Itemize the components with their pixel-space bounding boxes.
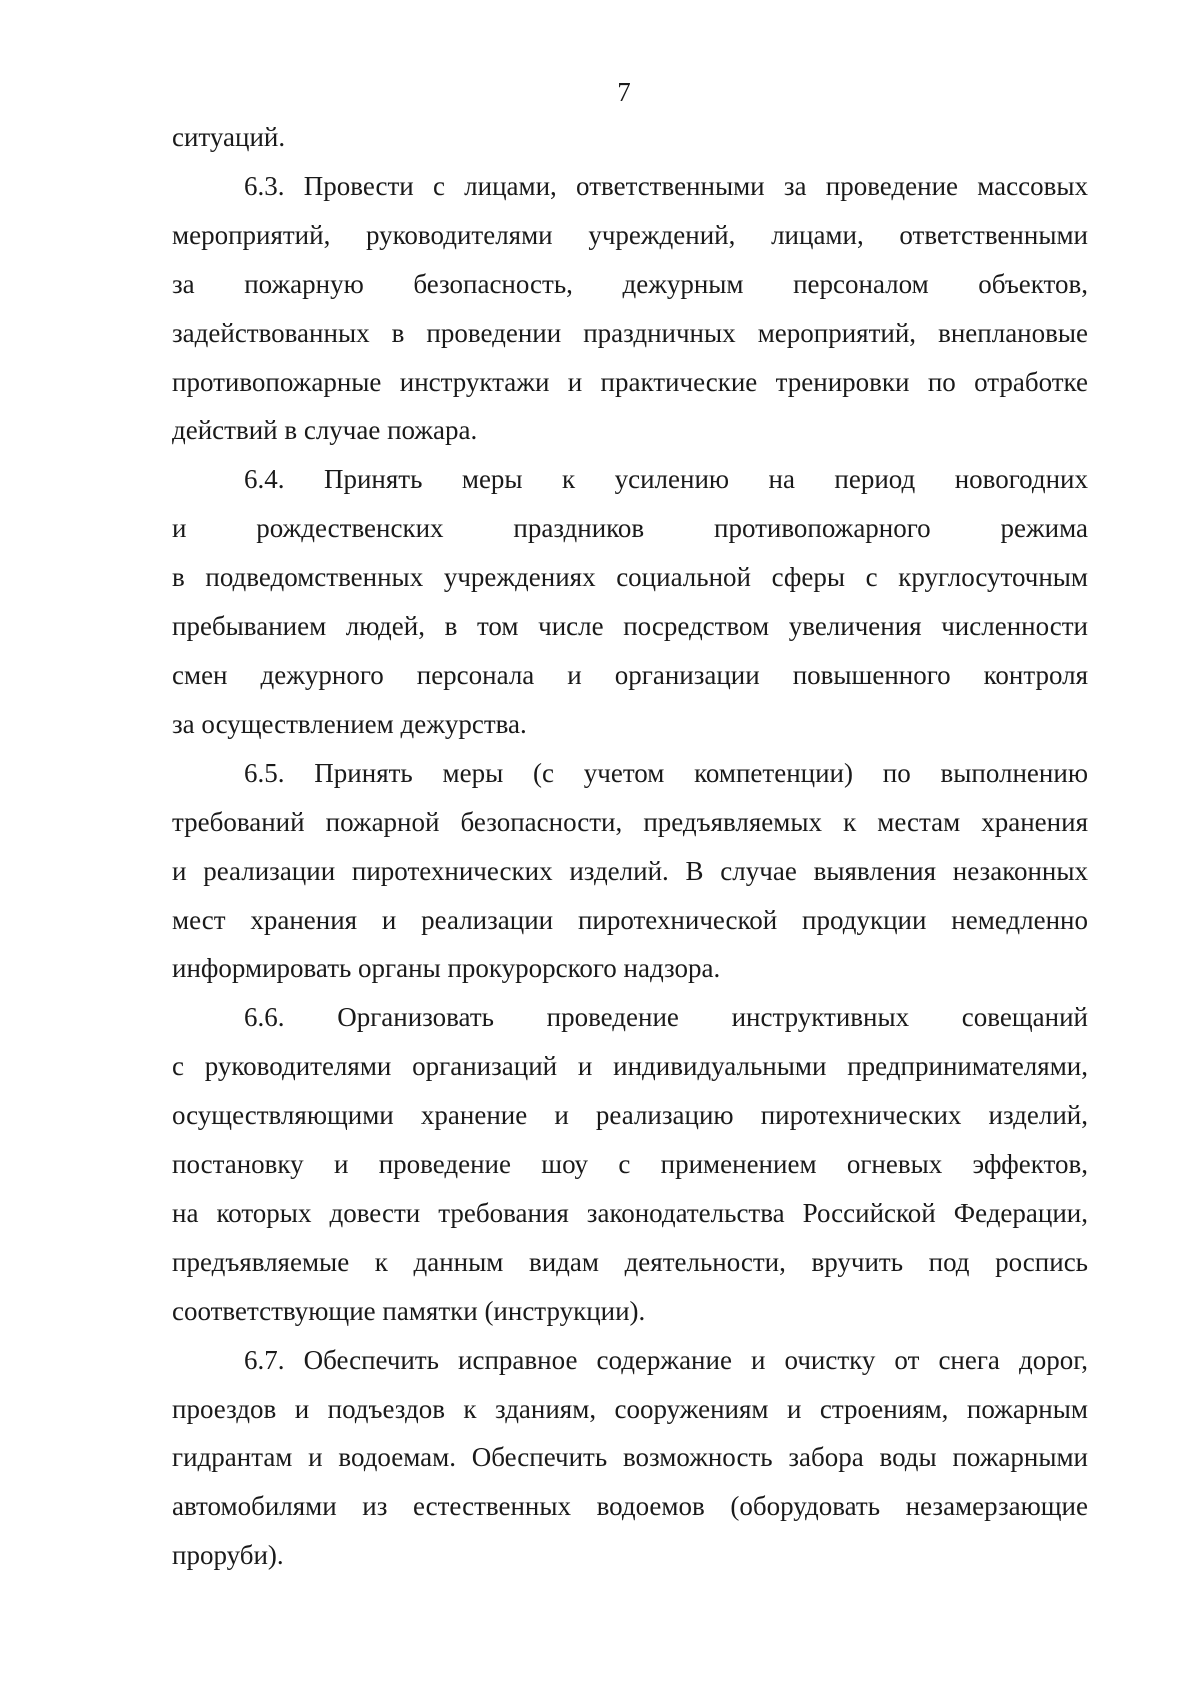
text-line: и реализации пиротехнических изделий. В случае выявления незаконных	[172, 855, 1088, 886]
paragraph-cont	[172, 113, 1088, 162]
text-line: с руководителями организаций и индивидуальными предпринимателями,	[172, 1051, 1088, 1082]
text-line: за осуществлением дежурства.	[172, 708, 527, 739]
text-line: 6.6. Организовать проведение инструктивных совещаний	[244, 1002, 1088, 1033]
text-line: действий в случае пожара.	[172, 415, 478, 446]
text-line: на которых довести требования законодательства Российской Федерации,	[172, 1197, 1088, 1228]
text-line: гидрантам и водоемам. Обеспечить возможность забора воды пожарными	[172, 1442, 1088, 1473]
paragraph-p6_3	[172, 162, 1088, 455]
text-line: 6.7. Обеспечить исправное содержание и очистку от снега дорог,	[244, 1344, 1088, 1375]
text-line: осуществляющими хранение и реализацию пиротехнических изделий,	[172, 1100, 1088, 1131]
page-number: 7	[617, 77, 631, 107]
paragraph-p6_6	[172, 993, 1088, 1335]
paragraph-p6_7	[172, 1336, 1088, 1581]
text-line: постановку и проведение шоу с применением огневых эффектов,	[172, 1149, 1088, 1180]
text-line: 6.4. Принять меры к усилению на период новогодних	[244, 464, 1088, 495]
text-line: мест хранения и реализации пиротехнической продукции немедленно	[172, 904, 1088, 935]
text-line: проруби).	[172, 1540, 284, 1571]
text-line: и рождественских праздников противопожарного режима	[172, 513, 1088, 544]
text-line: требований пожарной безопасности, предъявляемых к местам хранения	[172, 806, 1088, 837]
text-line: пребыванием людей, в том числе посредством увеличения численности	[172, 611, 1088, 642]
text-line: информировать органы прокурорского надзора.	[172, 953, 721, 984]
text-line: 6.3. Провести с лицами, ответственными за проведение массовых	[244, 170, 1088, 201]
text-line: мероприятий, руководителями учреждений, лицами, ответственными	[172, 219, 1088, 250]
text-line: противопожарные инструктажи и практические тренировки по отработке	[172, 366, 1088, 397]
paragraph-p6_4	[172, 455, 1088, 748]
text-line: соответствующие памятки (инструкции).	[172, 1295, 646, 1326]
text-line: задействованных в проведении праздничных мероприятий, внеплановые	[172, 317, 1088, 348]
text-line: проездов и подъездов к зданиям, сооружениям и строениям, пожарным	[172, 1393, 1088, 1424]
document-body	[172, 113, 1088, 1580]
paragraph-p6_5	[172, 749, 1088, 994]
text-line: 6.5. Принять меры (с учетом компетенции) по выполнению	[244, 757, 1088, 788]
text-line: в подведомственных учреждениях социальной сферы с круглосуточным	[172, 562, 1088, 593]
text-line: ситуаций.	[172, 122, 286, 152]
text-line: автомобилями из естественных водоемов (оборудовать незамерзающие	[172, 1491, 1088, 1522]
text-line: предъявляемые к данным видам деятельности, вручить под роспись	[172, 1246, 1088, 1277]
text-line: смен дежурного персонала и организации повышенного контроля	[172, 659, 1088, 690]
text-line: за пожарную безопасность, дежурным персоналом объектов,	[172, 268, 1088, 299]
